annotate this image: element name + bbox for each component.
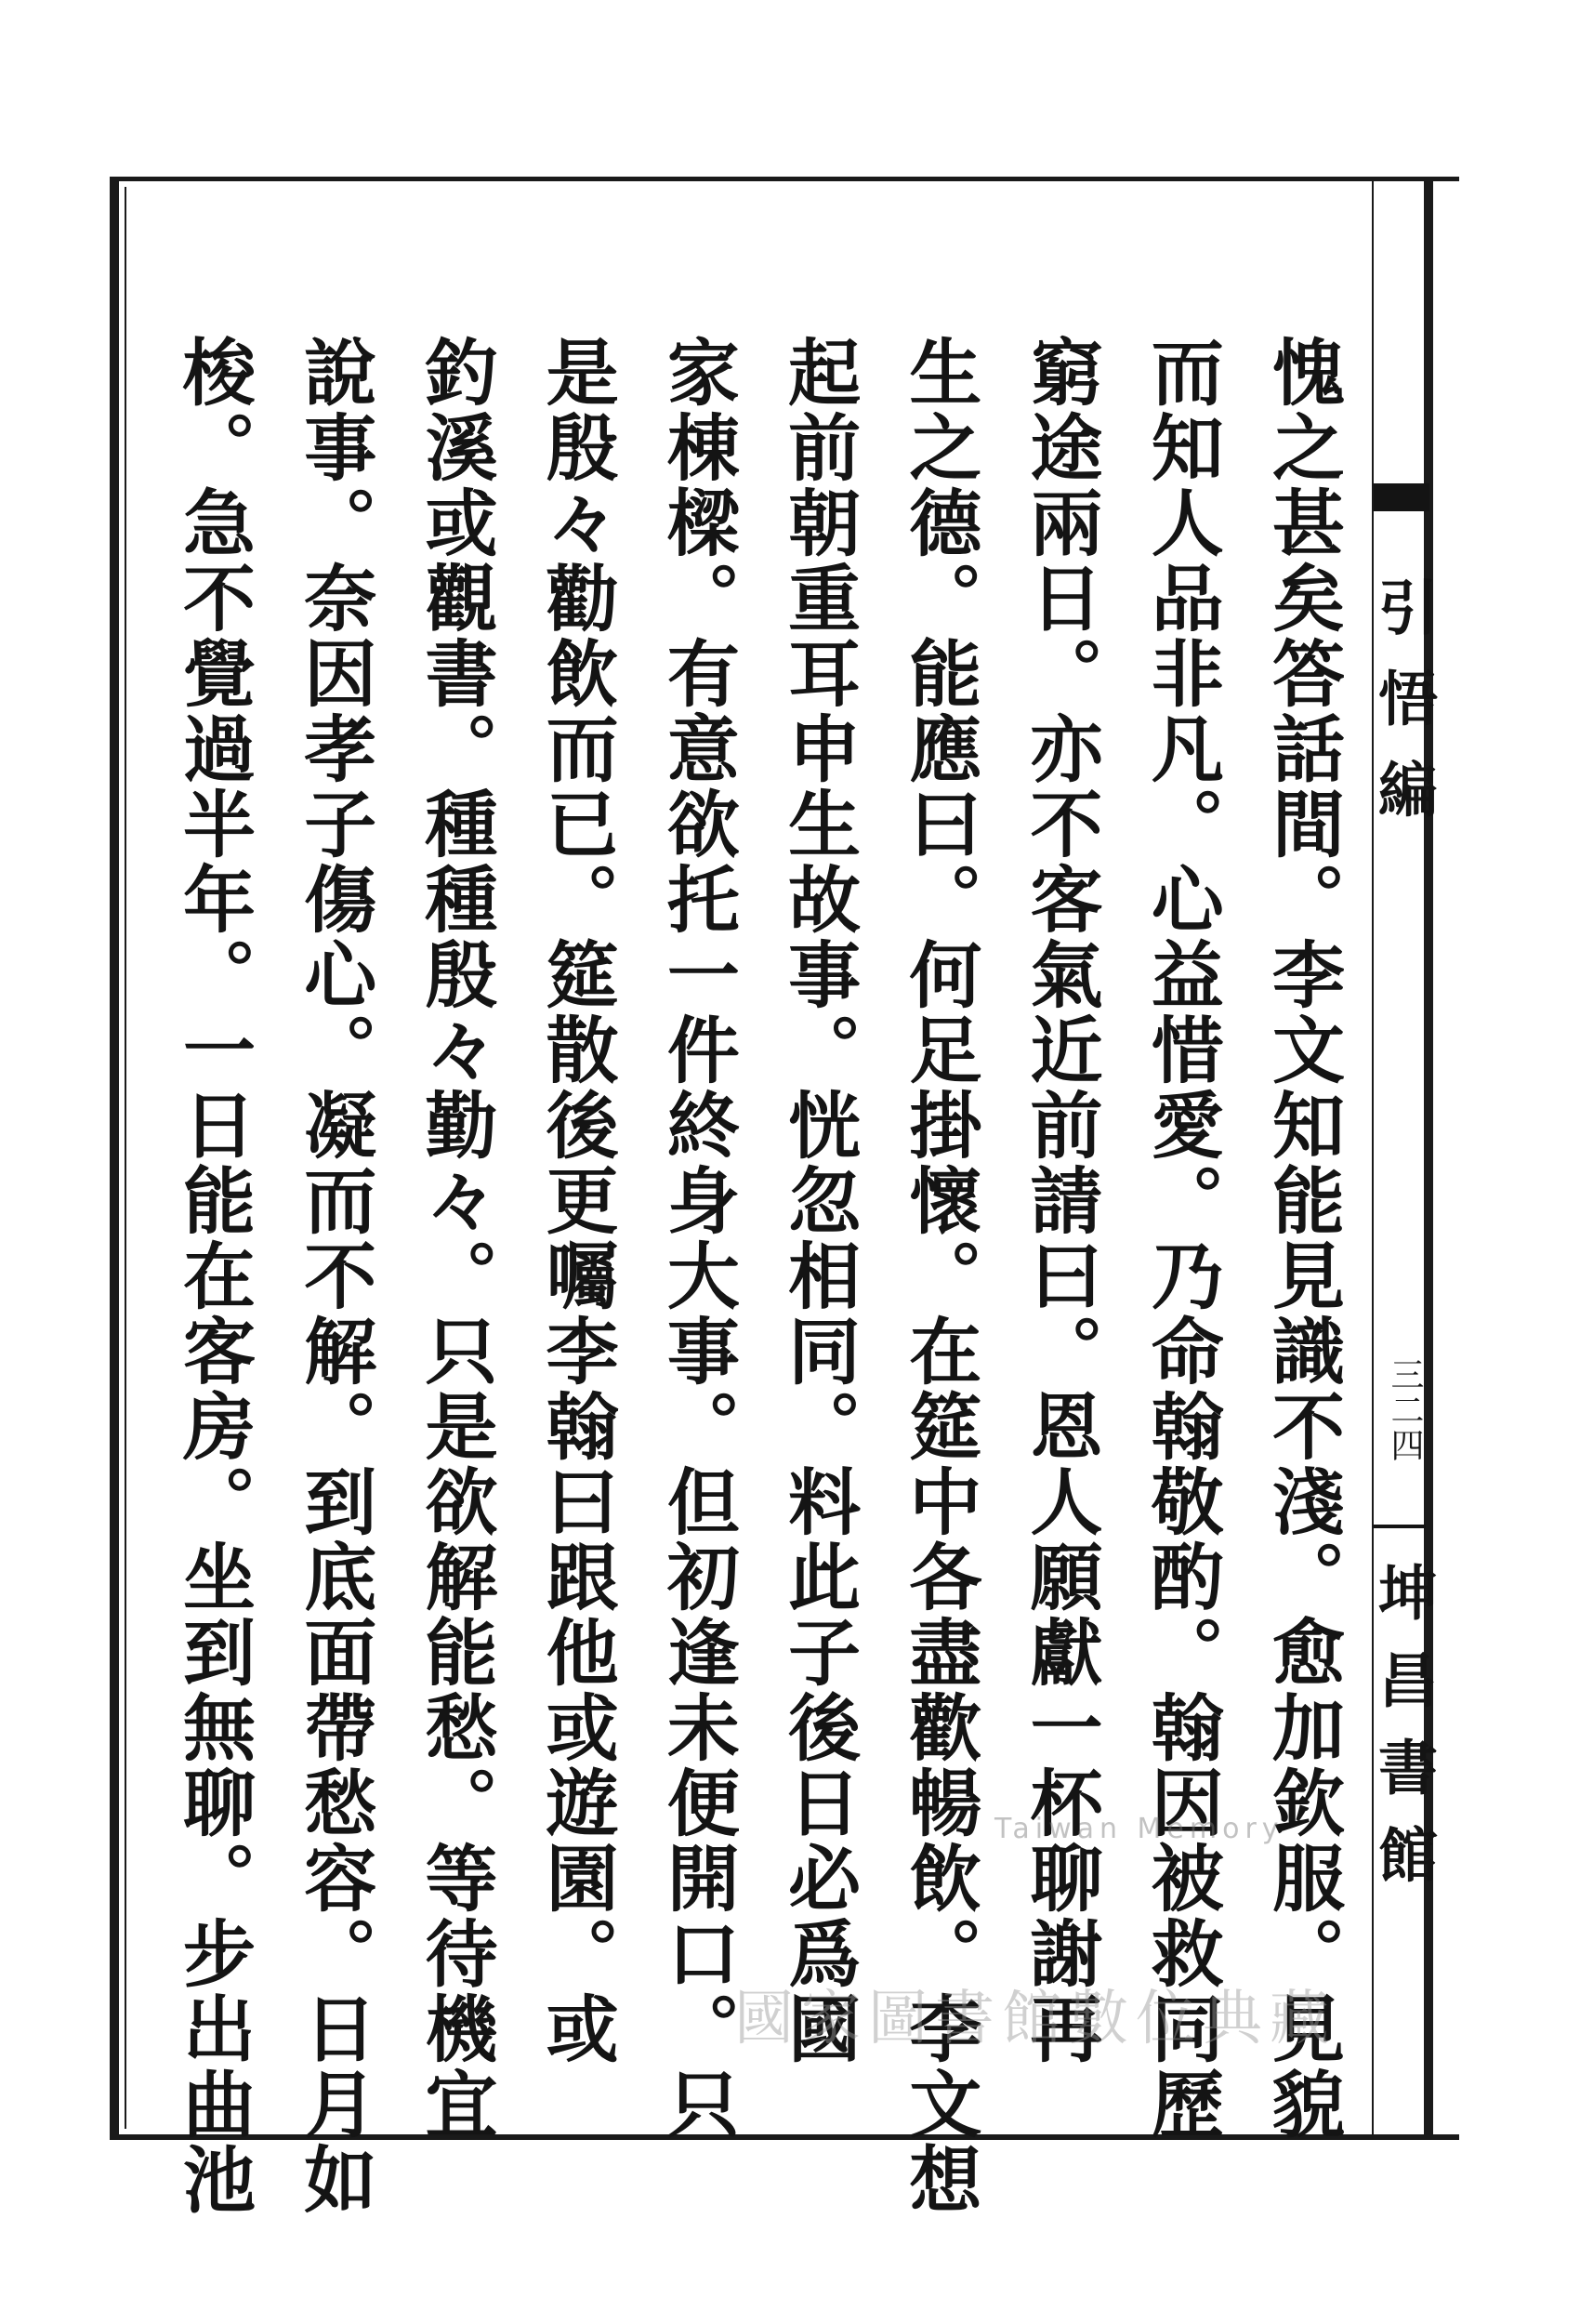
text-column: 家棟樑。有意欲托一件終身大事。但初逢未便開口。只	[654, 335, 740, 2142]
text-column: 釣溪或觀書。種種殷々勤々。只是欲解能愁。等待機宜	[413, 335, 498, 2142]
book-title: 引悟編	[1368, 576, 1438, 850]
text-column: 愧之甚矣答話間。李文知能見識不淺。愈加欽服。見貌	[1259, 335, 1345, 2142]
watermark-chinese: 國家圖書館數位典藏	[734, 1985, 1336, 2053]
fishtail-mark	[1374, 483, 1429, 511]
text-column: 是殷々勸飲而已。筵散後更囑李翰曰跟他或遊園。或	[533, 335, 619, 2067]
watermark-english: Taiwan Memory	[994, 1813, 1284, 1845]
text-column: 而知人品非凡。心益惜愛。乃命翰敬酌。翰因被救同歷	[1139, 335, 1224, 2142]
text-column: 說事。奈因孝子傷心。凝而不解。到底面帶愁容。日月如	[292, 335, 377, 2217]
text-column: 起前朝重耳申生故事。恍忽相同。料此子後日必爲國	[776, 335, 862, 2067]
page-number: 三二四	[1386, 1357, 1424, 1463]
text-column: 窮途兩日。亦不客氣近前請曰。恩人願獻一杯聊謝再	[1018, 335, 1103, 2067]
text-body	[158, 335, 1357, 2217]
publisher-name: 坤昌書館	[1368, 1562, 1438, 1911]
text-column: 生之德。能應曰。何足掛懷。在筵中各盡歡暢飲。李文想	[897, 335, 982, 2217]
text-column: 梭。急不覺過半年。一日能在客房。坐到無聊。步出曲池	[171, 335, 256, 2217]
margin-rule	[1374, 1525, 1426, 1528]
